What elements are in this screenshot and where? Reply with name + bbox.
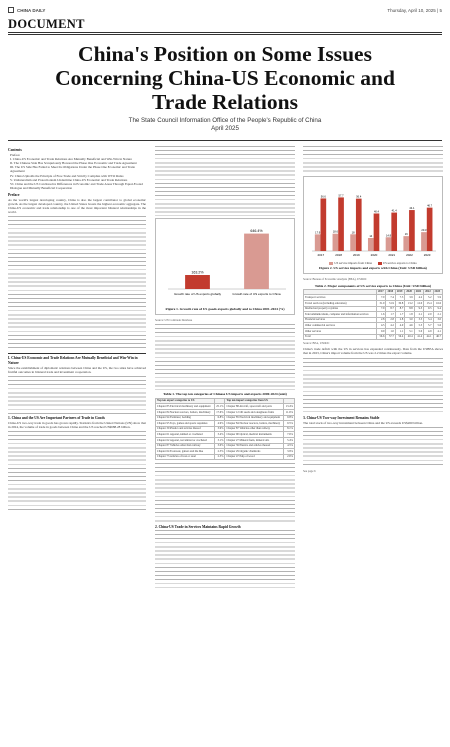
- table-2-cell: 2.0: [424, 312, 433, 318]
- table-1-cell: 2.3%: [214, 454, 225, 460]
- figure-1-category-label: Growth rate of US exports globally: [173, 292, 222, 296]
- figure-2-bar: [350, 234, 356, 251]
- table-1-body: [156, 404, 295, 460]
- figure-2-bar: [368, 238, 374, 251]
- subsection-1-heading: 1. China and the US Are Important Partners of Trade in Goods: [8, 415, 105, 420]
- contents-item[interactable]: VI. China and the US Can Resolve Differences in Economic and Trade Areas Through Equal-Footed Dialogue and Mutually Beneficial Cooperation: [10, 181, 143, 190]
- figure-2-data-label: 57.7: [338, 194, 344, 198]
- figure-1: [155, 218, 295, 315]
- table-1-cell: Chapter 61 Apparel, knitted or crocheted: [156, 432, 215, 438]
- table-1-cell: Chapter 84 Nuclear reactors, boilers, machinery: [156, 409, 215, 415]
- paper-name: CHINA DAILY: [17, 7, 46, 13]
- figure-2-data-label: 16: [404, 233, 408, 237]
- figure-2-tick-label: 2021: [388, 253, 396, 257]
- byline-rule: [8, 140, 442, 141]
- figure-2-tick-label: 2018: [335, 253, 342, 257]
- table-2-cell: Other services: [304, 329, 377, 335]
- table-2-source: Source: BEA, USDOC: [303, 341, 330, 346]
- table-2-cell: Other commercial services: [304, 323, 377, 329]
- preface-paragraph: As the world's largest developing country, China is also the largest contributor to global economic growth. As the largest developed country, the United States boasts the highest economic aggregate. The China-US economic and trade relationship is one of the most important bilateral relationships in the world.: [8, 198, 146, 215]
- table-2-header: 2020: [405, 289, 414, 295]
- section-1-heading: I. China-US Economic and Trade Relations Are Mutually Beneficial and Win-Win in Nature: [8, 356, 138, 365]
- table-2-cell: 4.9: [424, 329, 433, 335]
- legend-item-imports: [329, 261, 372, 265]
- section-rule: [8, 32, 442, 33]
- table-2-cell: 5.3: [414, 323, 423, 329]
- issue-date: Thursday, April 10, 2025: [387, 7, 436, 13]
- table-1-cell: Chapter 62 Apparel, not knitted or crocheted: [156, 437, 215, 443]
- table-2-cell: 16.6: [433, 301, 442, 307]
- figure-2-data-label: 46.7: [427, 204, 433, 208]
- figure-2-data-label: 44.1: [409, 207, 415, 211]
- body-text-block: [8, 431, 146, 511]
- subsection-2-heading: 2. China-US Trade in Services Maintains Rapid Growth: [155, 525, 241, 530]
- table-2-cell: 4.5: [377, 323, 386, 329]
- table-2-cell: 3.5: [414, 317, 423, 323]
- page-number: 5: [439, 7, 442, 13]
- table-2-cell: Total: [304, 334, 377, 340]
- subsection-3-paragraph: The total stock of two-way investment between China and the US exceeds US$260 billion.: [303, 420, 423, 425]
- body-text-block: [8, 376, 146, 414]
- table-2-cell: 3.4: [424, 317, 433, 323]
- table-1-cell: Chapter 47 Pulp of wood: [225, 454, 284, 460]
- table-2-cell: 2.8: [377, 317, 386, 323]
- table-1-cell: 25.1%: [216, 404, 224, 408]
- table-1-cell: 11.6%: [284, 409, 295, 415]
- table-2-cell: 2.8: [395, 317, 404, 323]
- table-2-body: [304, 295, 443, 340]
- table-1-cell: Chapter 27 Mineral fuels, mineral oils: [225, 437, 284, 443]
- table-1-cell: Chapter 85 Electrical machinery and equipment: [225, 415, 284, 421]
- table-2-cell: 40.4: [405, 334, 414, 340]
- table-1-cell: Chapter 73 Articles of iron or steel: [156, 454, 215, 460]
- figure-2-data-label: 18: [351, 231, 355, 235]
- table-1-header: Top ten import categories from US: [225, 398, 284, 404]
- figure-2-legend: [306, 261, 440, 265]
- body-text-block: [155, 324, 295, 390]
- figure-2-data-label: 14: [369, 235, 373, 238]
- subsection-1-paragraph: China-US two-way trade in goods has grown rapidly. Statistics from the United Nations (UN) show that in 2024, the volume of trade in goods between China and the US reached US$688.28 billion.: [8, 420, 146, 429]
- table-2-title: Table 2. Major components of US service exports to China (Unit: USD billion): [314, 283, 432, 288]
- table-2-cell: 4.6: [405, 323, 414, 329]
- table-2-cell: 8.7: [386, 306, 395, 312]
- column-3: [303, 146, 443, 475]
- china-daily-logo-icon: [8, 7, 14, 13]
- table-1-cell: Chapter 39 Plastics and articles thereof: [225, 443, 284, 449]
- body-text-block: [8, 216, 146, 351]
- table-2-cell: 5.7: [424, 323, 433, 329]
- table-2-cell: 3.9: [405, 295, 414, 301]
- table-2-cell: 8.7: [395, 306, 404, 312]
- page-headline: China's Position on Some Issues Concerning China-US Economic and Trade Relations: [55, 42, 395, 114]
- figure-2-data-label: 18.6: [332, 230, 338, 234]
- table-2-cell: 7.0: [377, 295, 386, 301]
- byline-office: The State Council Information Office of the People's Republic of China: [128, 117, 322, 124]
- table-2-cell: 9.3: [414, 306, 423, 312]
- table-2-cell: 2.8: [386, 317, 395, 323]
- table-2-cell: Travel services (including education): [304, 301, 377, 307]
- figure-2-data-label: 56.6: [320, 195, 326, 199]
- table-2-cell: Transport services: [304, 295, 377, 301]
- figure-1-caption: Figure 1. Growth rate of US goods exports globally and to China 2001-2024 (%): [165, 307, 285, 312]
- table-2-cell: 8.8: [405, 306, 414, 312]
- table-2-cell: 56.4: [395, 334, 404, 340]
- contents-item[interactable]: I. China-US Economic and Trade Relations Are Mutually Beneficial and Win-Win in Nature: [10, 157, 132, 162]
- byline: [30, 117, 420, 133]
- masthead-brand: [8, 7, 45, 13]
- figure-2-bar: [321, 198, 327, 251]
- figure-2-bar: [403, 236, 409, 251]
- figure-1-category-label: Growth rate of US exports to China: [232, 292, 281, 296]
- table-2-cell: 7.9: [377, 306, 386, 312]
- figure-2-source: Source: Bureau of Economic Analysis (BEA), USDOC: [303, 277, 367, 282]
- table-2-cell: 4.2: [386, 323, 395, 329]
- legend-swatch: [329, 262, 333, 265]
- body-text-block: [155, 146, 295, 216]
- legend-label: US service exports to China: [382, 261, 417, 266]
- contents-heading: Contents: [8, 148, 22, 152]
- table-1-cell: Chapter 88 Aircraft, spacecraft and parts: [225, 404, 284, 410]
- figure-2-chart: [306, 179, 440, 259]
- contents-item[interactable]: Preface: [10, 153, 20, 158]
- table-1-cell: 4.5%: [284, 443, 295, 449]
- figure-2-tick-label: 2023: [423, 253, 431, 257]
- table-2-header: 2022: [424, 289, 433, 295]
- column-3-paragraph: China's trade deficit with the US in services has expanded continuously. Data from the USBEA shows that in 2023, China's import volume from the US was 2.2 times the export volume.: [303, 347, 443, 356]
- table-2-cell: 41.4: [414, 334, 423, 340]
- legend-label: US service imports from China: [334, 261, 372, 266]
- table-2-row: [304, 334, 443, 340]
- figure-2-bar: [421, 232, 427, 251]
- figure-1-chart: [158, 221, 292, 305]
- table-1-cell: Chapter 39 Plastics and articles thereof: [156, 426, 215, 432]
- table-1-header: Top ten export categories to US: [156, 398, 215, 404]
- table-2-cell: 5.1: [405, 329, 414, 335]
- contents-list: [8, 153, 146, 190]
- table-2-cell: 5.9: [433, 295, 442, 301]
- masthead-date-page: Thursday, April 10, 2025 | 5: [387, 7, 442, 13]
- figure-2-data-label: 40.4: [373, 210, 380, 214]
- table-1-cell: Chapter 94 Furniture; bedding: [156, 415, 215, 421]
- figure-2-data-label: 17.9: [315, 231, 321, 235]
- figure-2-bar: [374, 213, 380, 251]
- body-text-block: [303, 146, 443, 174]
- table-2-cell: 46.7: [433, 334, 442, 340]
- table-2-cell: 31.9: [386, 301, 395, 307]
- table-1-cell: Chapter 64 Footwear, gaiters and the like: [156, 449, 215, 455]
- figure-1-bar: [244, 234, 269, 289]
- table-2-cell: 13.2: [405, 301, 414, 307]
- table-1-cell: 3.1%: [214, 437, 225, 443]
- table-1-cell: 3.9%: [284, 449, 295, 455]
- subsection-3-heading: 3. China-US Two-way Investment Remains Stable: [303, 415, 380, 420]
- section-1-paragraph: Since the establishment of diplomatic relations between China and the US, the two sides have achieved fruitful outcomes in bilateral trade and investment cooperation.: [8, 365, 146, 374]
- figure-2-bar: [333, 234, 339, 251]
- table-2-cell: 12.0: [414, 301, 423, 307]
- section-divider: [8, 353, 146, 354]
- table-1-cell: 3.9%: [214, 426, 225, 432]
- table-2-cell: 2.1: [433, 312, 442, 318]
- figure-1-data-label: 646.4%: [250, 229, 263, 234]
- contents-item[interactable]: V. Unilateralism and Protectionism Undermine China-US Economic and Trade Relations: [10, 177, 128, 182]
- table-1-cell: 13.4%: [285, 404, 293, 408]
- table-1-cell: Chapter 87 Vehicles other than railway: [225, 426, 284, 432]
- figure-2-data-label: 56.4: [356, 195, 362, 199]
- table-1-cell: Chapter 12 Oil seeds and oleaginous fruits: [225, 409, 284, 415]
- figure-2-tick-label: 2017: [317, 253, 325, 257]
- table-2-cell: 1.6: [377, 312, 386, 318]
- figure-2-bar: [338, 197, 344, 251]
- table-1-cell: 9.8%: [284, 415, 295, 421]
- figure-2-bar: [409, 210, 415, 251]
- table-1-cell: Chapter 87 Vehicles other than railway: [156, 443, 215, 449]
- figure-1-bar: [185, 275, 210, 289]
- page-footer: See page 6: [303, 468, 316, 473]
- body-text-block: [303, 427, 443, 467]
- figure-2: [303, 176, 443, 274]
- table-1-cell: 3.4%: [214, 432, 225, 438]
- table-2-header: 2018: [386, 289, 395, 295]
- table-2-header: 2021: [414, 289, 423, 295]
- figure-2-tick-label: 2020: [370, 253, 378, 257]
- table-2-cell: 7.3: [395, 295, 404, 301]
- figure-1-data-label: 163.2%: [191, 270, 204, 275]
- figure-2-data-label: 41.4: [391, 209, 397, 213]
- table-2-cell: Financial services: [304, 317, 377, 323]
- table-1: [155, 398, 295, 461]
- table-1-cell: Chapter 85 Electrical machinery and equipment: [156, 404, 215, 410]
- table-2-cell: 30.8: [395, 301, 404, 307]
- table-2-cell: 5.6: [433, 323, 442, 329]
- table-1-cell: 17.6%: [216, 410, 224, 414]
- legend-item-exports: [378, 261, 417, 265]
- table-2-cell: 1.8: [405, 312, 414, 318]
- table-1-cell: 8.1%: [284, 426, 295, 432]
- table-2-cell: 13.4: [424, 301, 433, 307]
- table-2-cell: 1.0: [386, 329, 395, 335]
- table-2-cell: 2.1: [414, 312, 423, 318]
- table-2-cell: Intellectual property royalties: [304, 306, 377, 312]
- table-2-cell: 3.0: [433, 317, 442, 323]
- figure-2-tick-label: 2022: [406, 253, 413, 257]
- figure-2-bar: [427, 208, 433, 251]
- figure-2-bar: [391, 213, 397, 251]
- table-2-cell: 5.0: [414, 329, 423, 335]
- table-2-header: 2017: [377, 289, 386, 295]
- table-1-cell: Chapter 29 Organic chemicals: [225, 449, 284, 455]
- table-1-cell: Chapter 95 Toys, games and sports requisites: [156, 421, 215, 427]
- figure-2-data-label: 14.8: [385, 234, 392, 238]
- column-1: [8, 146, 146, 513]
- preface-heading: Preface: [8, 192, 20, 197]
- table-2-cell: 1.7: [395, 312, 404, 318]
- table-2-cell: 7.4: [386, 295, 395, 301]
- table-2-header: 2023: [433, 289, 442, 295]
- table-2-cell: 56.6: [377, 334, 386, 340]
- masthead: [8, 4, 442, 16]
- table-1-cell: 9.5%: [284, 421, 295, 427]
- table-2-header: 2019: [395, 289, 404, 295]
- table-1-cell: 6.8%: [214, 415, 225, 421]
- figure-2-bar: [386, 237, 392, 251]
- table-1-cell: 2.6%: [284, 454, 295, 460]
- table-1-cell: 7.6%: [284, 432, 295, 438]
- body-text-block: [155, 530, 295, 588]
- table-1-cell: 3.0%: [214, 443, 225, 449]
- contents-item[interactable]: IV. China Upholds the Principle of Free Trade and Strictly Complies with WTO Rules: [10, 173, 124, 178]
- table-2-cell: Telecommunications, computer and information services: [304, 312, 377, 318]
- table-1-title: Table 1. The top ten categories of Chinese US imports and exports 2000-2024 (unit): [163, 392, 287, 397]
- table-1-cell: 4.9%: [214, 421, 225, 427]
- contents-item[interactable]: III. The US Side Has Failed to Meet Its Obligations Under the Phase One Economic and Trade Agreement: [10, 165, 135, 174]
- table-2-cell: 4.0: [395, 323, 404, 329]
- figure-2-bar: [315, 234, 321, 251]
- byline-date: April 2025: [211, 125, 239, 132]
- figure-1-source: Source: UN Comtrade Database: [155, 318, 193, 323]
- table-2-cell: 4.2: [414, 295, 423, 301]
- table-2-cell: 1.1: [395, 329, 404, 335]
- contents-item[interactable]: II. The Chinese Side Has Scrupulously Honored the Phase One Economic and Trade Agreement: [10, 161, 137, 166]
- table-2-cell: 44.1: [424, 334, 433, 340]
- table-1-cell: 2.5%: [214, 449, 225, 455]
- table-2-cell: 57.7: [386, 334, 395, 340]
- table-2-cell: 5.2: [424, 295, 433, 301]
- table-2-cell: 31.9: [377, 301, 386, 307]
- table-2-cell: 9.5: [424, 306, 433, 312]
- figure-2-tick-label: 2019: [352, 253, 360, 257]
- table-2-cell: 0.9: [377, 329, 386, 335]
- table-2-cell: 4.1: [433, 329, 442, 335]
- figure-2-bar: [356, 199, 362, 251]
- table-1-cell: 5.4%: [284, 437, 295, 443]
- table-1-cell: Chapter 90 Optical, medical instruments: [225, 432, 284, 438]
- body-text-block: [155, 463, 295, 523]
- column-2: [155, 146, 295, 590]
- table-1-cell: Chapter 84 Nuclear reactors, boilers, machinery: [225, 421, 284, 427]
- figure-2-caption: Figure 2. US service imports and exports with China (Unit: USD billion): [319, 266, 427, 271]
- table-1-row: [156, 454, 295, 460]
- body-text-block: [303, 358, 443, 414]
- table-2-cell: 3.0: [405, 317, 414, 323]
- table-2-cell: 9.4: [433, 306, 442, 312]
- legend-swatch: [378, 262, 382, 265]
- section-rule-thin: [8, 34, 442, 35]
- table-2-cell: 1.7: [386, 312, 395, 318]
- figure-2-data-label: 20.3: [421, 229, 427, 233]
- table-2: [303, 289, 443, 340]
- section-label: DOCUMENT: [8, 17, 85, 31]
